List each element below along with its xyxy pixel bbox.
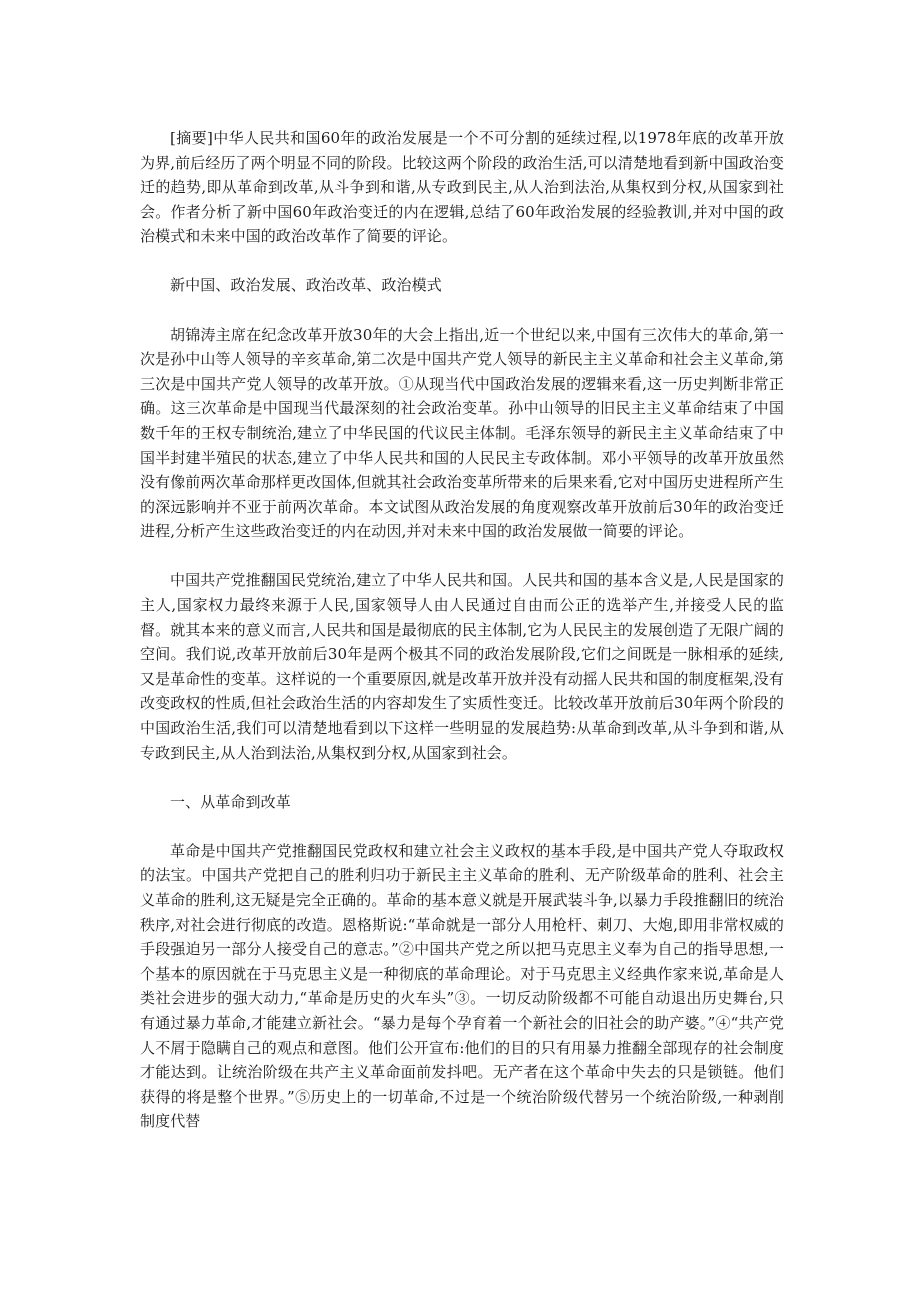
body-paragraph-revolution: 革命是中国共产党推翻国民党政权和建立社会主义政权的基本手段,是中国共产党人夺取政权的法宝。中国共产党把自己的胜利归功于新民主主义革命的胜利、无产阶级革命的胜利、社会主义革命的胜利,这无疑是完全正确的。革命的基本意义就是开展武装斗争,以暴力手段推翻旧的统治秩序,对社会进行彻底的改造。恩格斯说:“革命就是一部分人用枪杆、刺刀、大炮,即用非常权威的手段强迫另一部分人接受自己的意志。”②中国共产党之所以把马克思主义奉为自己的指导思想,一个基本的原因就在于马克思主义是一种彻底的革命理论。对于马克思主义经典作家来说,革命是人类社会进步的强大动力,“革命是历史的火车头”③。一切反动阶级都不可能自动退出历史舞台,只有通过暴力革命,才能建立新社会。“暴力是每个孕育着一个新社会的旧社会的助产婆。”④“共产党人不屑于隐瞒自己的观点和意图。他们公开宣布:他们的目的只有用暴力推翻全部现存的社会制度才能达到。让统治阶级在共产主义革命面前发抖吧。无产者在这个革命中失去的只是锁链。他们获得的将是整个世界。”⑤历史上的一切革命,不过是一个统治阶级代替另一个统治阶级,一种剥削制度代替	[140, 841, 784, 1131]
body-paragraph-intro: 胡锦涛主席在纪念改革开放30年的大会上指出,近一个世纪以来,中国有三次伟大的革命,第一次是孙中山等人领导的辛亥革命,第二次是中国共产党人领导的新民主主义革命和社会主义革命,第三次是中国共产党人领导的改革开放。①从现当代中国政治发展的逻辑来看,这一历史判断非常正确。这三次革命是中国现当代最深刻的社会政治变革。孙中山领导的旧民主主义革命结束了中国数千年的王权专制统治,建立了中华民国的代议民主体制。毛泽东领导的新民主主义革命结束了中国半封建半殖民的状态,建立了中华人民共和国的人民民主专政体制。邓小平领导的改革开放虽然没有像前两次革命那样更改国体,但就其社会政治变革所带来的后果来看,它对中国历史进程所产生的深远影响并不亚于前两次革命。本文试图从政治发展的角度观察改革开放前后30年的政治变迁进程,分析产生这些政治变迁的内在动因,并对未来中国的政治发展做一简要的评论。	[140, 325, 784, 541]
body-paragraph-republic: 中国共产党推翻国民党统治,建立了中华人民共和国。人民共和国的基本含义是,人民是国家的主人,国家权力最终来源于人民,国家领导人由人民通过自由而公正的选举产生,并接受人民的监督。就其本来的意义而言,人民共和国是最彻底的民主体制,它为人民民主的发展创造了无限广阔的空间。我们说,改革开放前后30年是两个极其不同的政治发展阶段,它们之间既是一脉相承的延续,又是革命性的变革。这样说的一个重要原因,就是改革开放并没有动摇人民共和国的制度框架,没有改变政权的性质,但社会政治生活的内容却发生了实质性变迁。比较改革开放前后30年两个阶段的中国政治生活,我们可以清楚地看到以下这样一些明显的发展趋势:从革命到改革,从斗争到和谐,从专政到民主,从人治到法治,从集权到分权,从国家到社会。	[140, 571, 784, 762]
keywords-line: 新中国、政治发展、政治改革、政治模式	[170, 276, 442, 295]
document-body	[140, 126, 784, 1158]
abstract-paragraph: [摘要]中华人民共和国60年的政治发展是一个不可分割的延续过程,以1978年底的改革开放为界,前后经历了两个明显不同的阶段。比较这两个阶段的政治生活,可以清楚地看到新中国政治变迁的趋势,即从革命到改革,从斗争到和谐,从专政到民主,从人治到法治,从集权到分权,从国家到社会。作者分析了新中国60年政治变迁的内在逻辑,总结了60年政治发展的经验教训,并对中国的政治模式和未来中国的政治改革作了简要的评论。	[140, 129, 784, 246]
section-heading: 一、从革命到改革	[170, 792, 291, 811]
